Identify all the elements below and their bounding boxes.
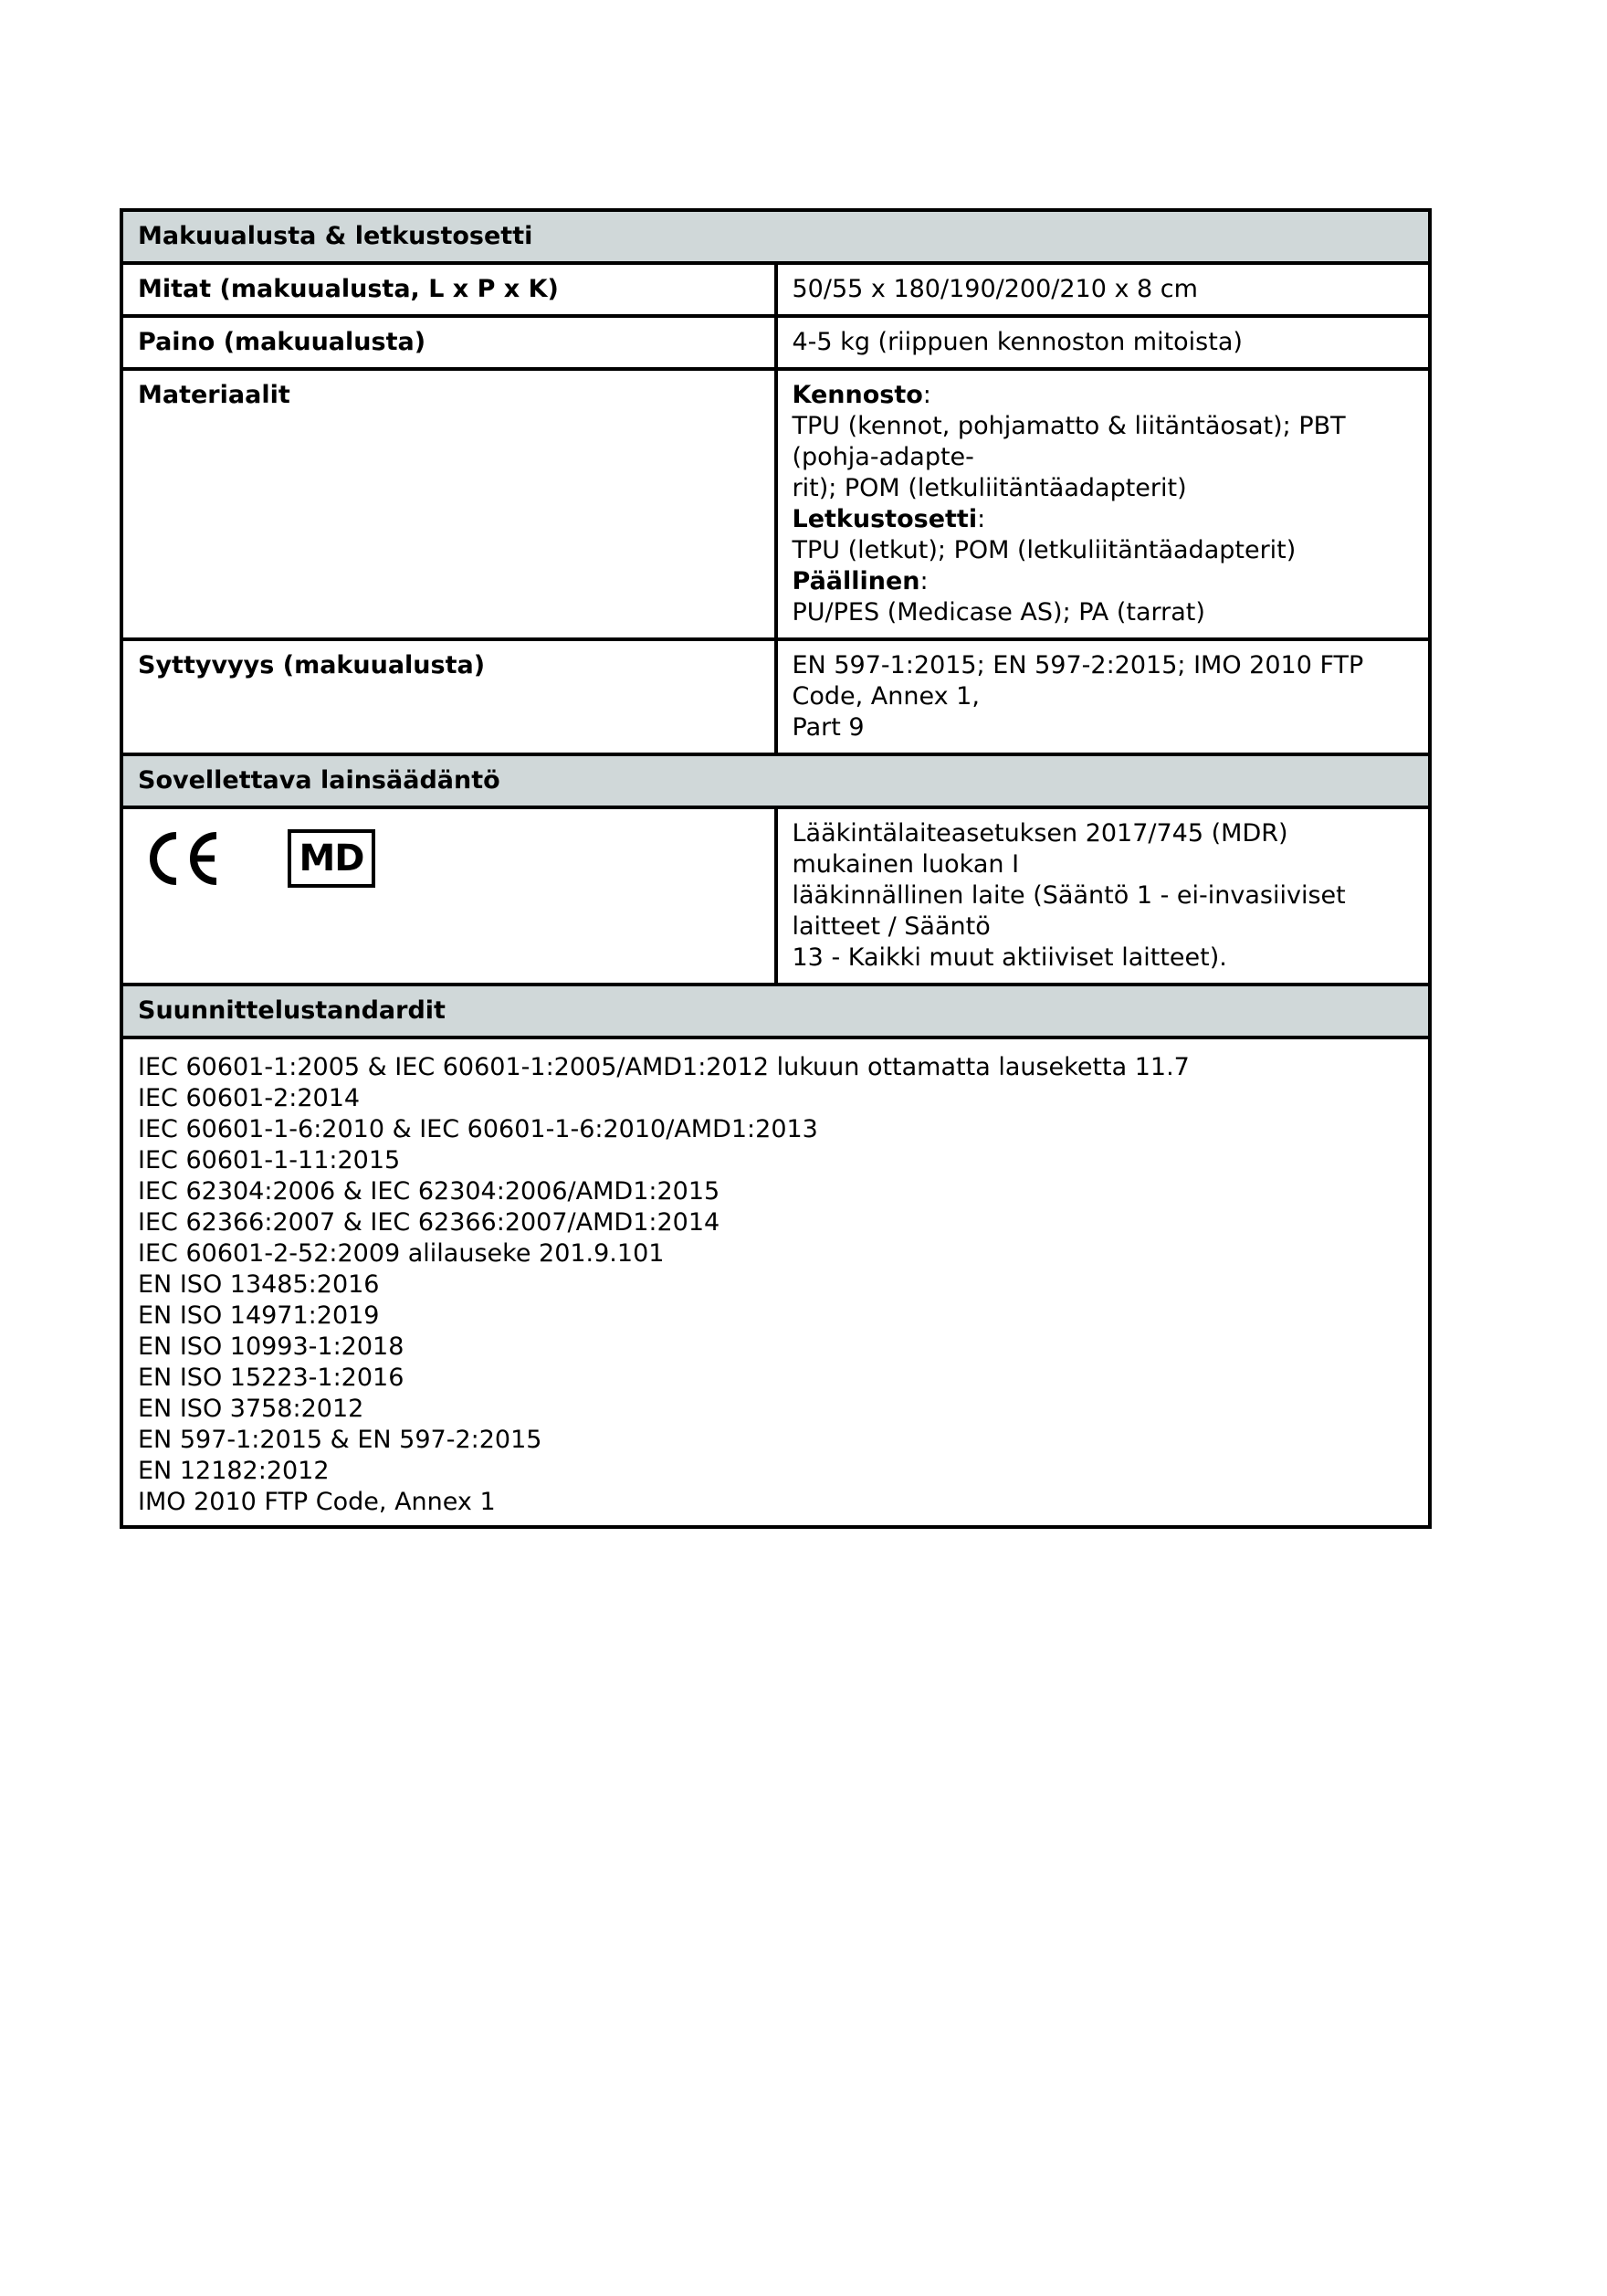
materials-group: [793, 505, 1416, 566]
standard-item: IMO 2010 FTP Code, Annex 1: [138, 1488, 496, 1516]
standards-list: [121, 1037, 1430, 1527]
table-row: [121, 316, 1430, 369]
flammability-line: EN 597-1:2015; EN 597-2:2015; IMO 2010 FTP Code, Annex 1,: [792, 651, 1364, 711]
section-header-row: [121, 985, 1430, 1037]
standard-item: IEC 60601-2:2014: [138, 1084, 361, 1112]
table-row: [121, 369, 1430, 639]
materials-line: rit); POM (letkuliitäntäadapterit): [792, 474, 1187, 502]
section-header-row: [121, 210, 1430, 263]
materials-group: [793, 381, 1416, 504]
standard-item: EN 12182:2012: [138, 1457, 330, 1485]
regulatory-marks-cell: [121, 807, 776, 985]
materials-colon: :: [977, 505, 986, 533]
flammability-line: Part 9: [792, 713, 865, 742]
standard-item: EN ISO 10993-1:2018: [138, 1332, 404, 1361]
row-label-dimensions: Mitat (makuualusta, L x P x K): [121, 263, 776, 316]
standard-item: EN ISO 13485:2016: [138, 1270, 380, 1299]
standard-item: IEC 60601-1:2005 & IEC 60601-1:2005/AMD1:2012 lukuun ottamatta lauseketta 11.7: [138, 1053, 1190, 1081]
standard-item: EN ISO 3758:2012: [138, 1395, 364, 1423]
legislation-line: lääkinnällinen laite (Sääntö 1 - ei-invasiiviset laitteet / Sääntö: [792, 881, 1346, 941]
row-value-legislation: [776, 807, 1431, 985]
table-row: [121, 639, 1430, 754]
section-title-mattress: Makuualusta & letkustosetti: [121, 210, 1430, 263]
ce-mark-icon: [142, 830, 224, 887]
row-label-materials: Materiaalit: [121, 369, 776, 639]
table-row: [121, 1037, 1430, 1527]
materials-colon: :: [922, 381, 931, 409]
materials-heading: Letkustosetti: [792, 505, 978, 533]
row-label-weight: Paino (makuualusta): [121, 316, 776, 369]
section-header-row: [121, 754, 1430, 807]
row-label-flammability: Syttyvyys (makuualusta): [121, 639, 776, 754]
standard-item: EN ISO 15223-1:2016: [138, 1364, 404, 1392]
standard-item: IEC 62366:2007 & IEC 62366:2007/AMD1:2014: [138, 1208, 720, 1237]
standard-item: IEC 60601-2-52:2009 alilauseke 201.9.101: [138, 1239, 665, 1268]
materials-line: TPU (letkut); POM (letkuliitäntäadapterit): [792, 536, 1297, 564]
standard-item: IEC 60601-1-11:2015: [138, 1146, 401, 1174]
table-row: [121, 807, 1430, 985]
materials-heading: Päällinen: [792, 567, 920, 595]
materials-heading: Kennosto: [792, 381, 923, 409]
legislation-line: Lääkintälaiteasetuksen 2017/745 (MDR) mukainen luokan I: [792, 819, 1288, 879]
section-title-legislation: Sovellettava lainsäädäntö: [121, 754, 1430, 807]
standard-item: EN 597-1:2015 & EN 597-2:2015: [138, 1426, 542, 1454]
row-value-weight: 4-5 kg (riippuen kennoston mitoista): [776, 316, 1431, 369]
section-title-standards: Suunnittelustandardit: [121, 985, 1430, 1037]
standard-item: IEC 62304:2006 & IEC 62304:2006/AMD1:2015: [138, 1177, 720, 1206]
materials-line: TPU (kennot, pohjamatto & liitäntäosat); PBT (pohja-adapte-: [792, 412, 1346, 471]
standard-item: EN ISO 14971:2019: [138, 1301, 380, 1330]
row-value-dimensions: 50/55 x 180/190/200/210 x 8 cm: [776, 263, 1431, 316]
md-mark-icon: MD: [288, 829, 375, 888]
regulatory-marks: [138, 818, 761, 888]
spec-table: [120, 208, 1432, 1529]
row-value-flammability: [776, 639, 1431, 754]
materials-line: PU/PES (Medicase AS); PA (tarrat): [792, 598, 1205, 627]
legislation-line: 13 - Kaikki muut aktiiviset laitteet).: [792, 943, 1227, 972]
table-row: [121, 263, 1430, 316]
materials-group: [793, 567, 1416, 628]
row-value-materials: [776, 369, 1431, 639]
materials-colon: :: [919, 567, 929, 595]
standard-item: IEC 60601-1-6:2010 & IEC 60601-1-6:2010/AMD1:2013: [138, 1115, 818, 1143]
